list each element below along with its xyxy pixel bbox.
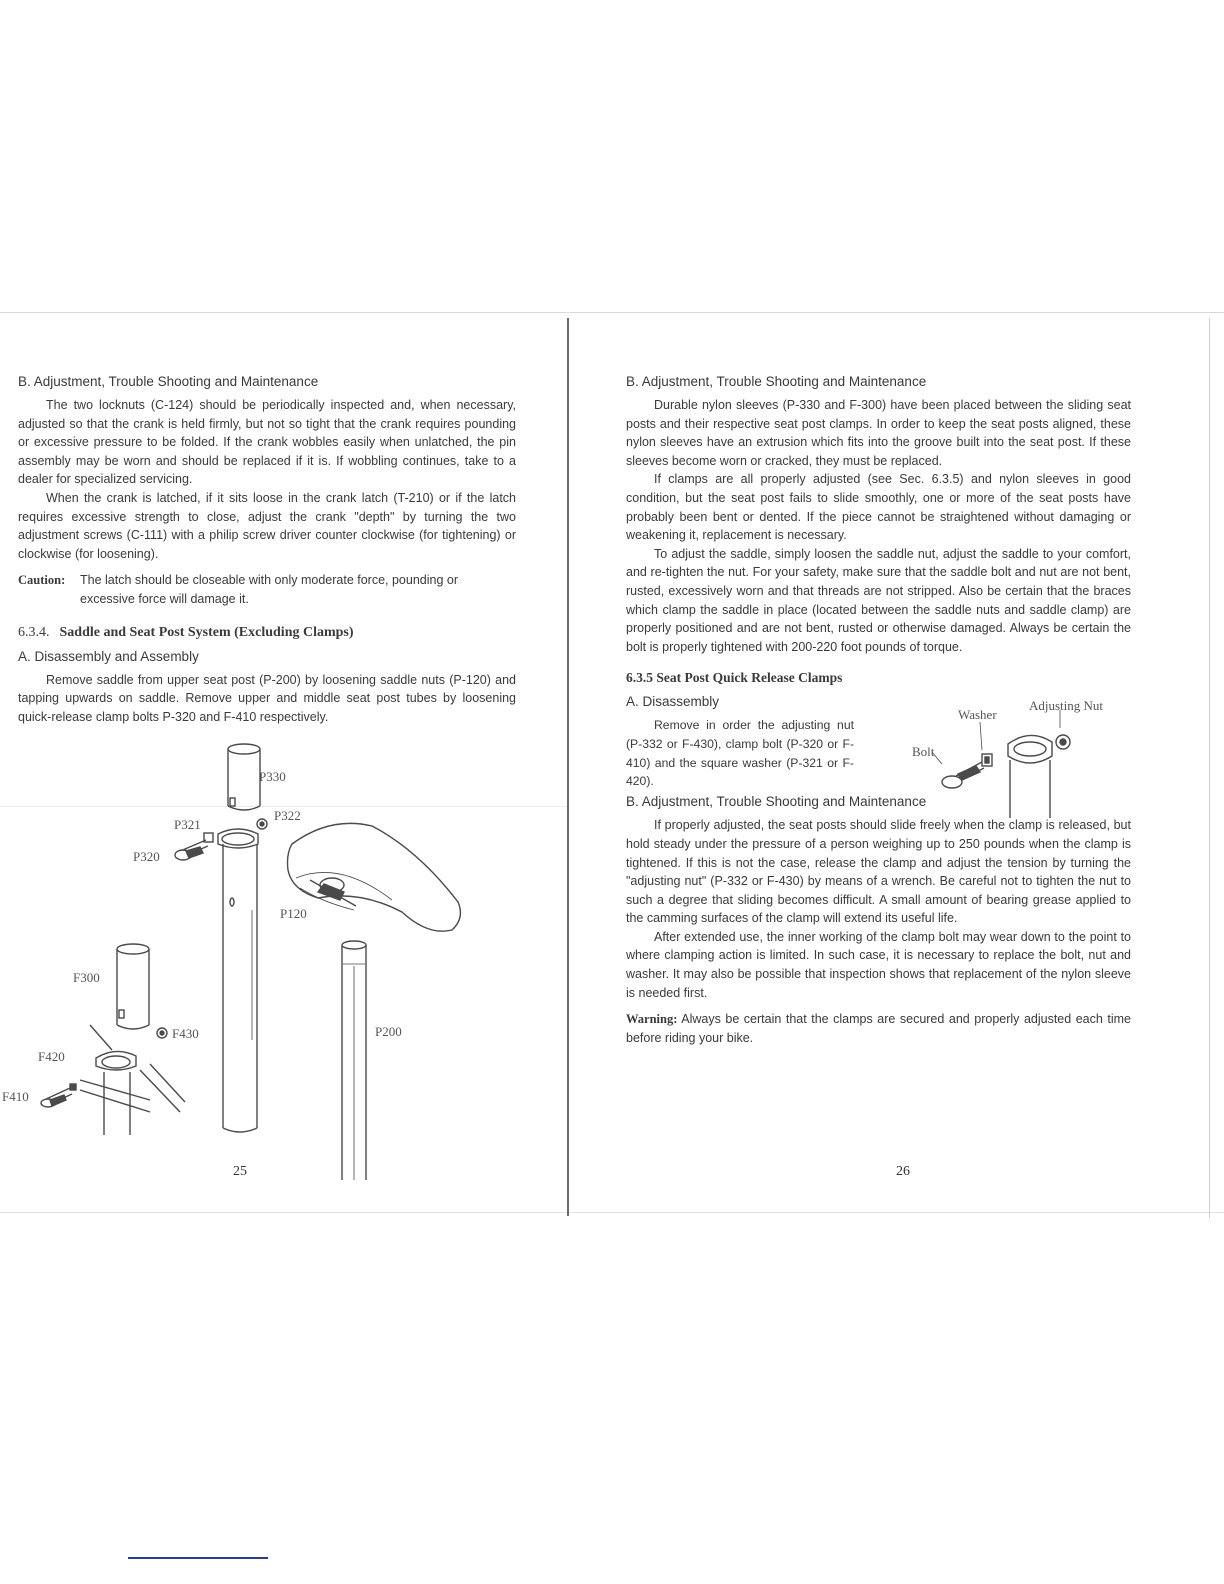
adjusting-nut-drawing: [1056, 735, 1070, 749]
right-heading-b: B. Adjustment, Trouble Shooting and Maintenance: [626, 374, 927, 389]
section-title-text: Saddle and Seat Post System (Excluding Clamps): [59, 624, 354, 640]
page-number-left: 25: [233, 1164, 247, 1179]
caution-label: Caution:: [18, 573, 66, 588]
clamp-text-column: [626, 668, 854, 790]
upper-seat-post-drawing: [342, 941, 366, 1180]
p330-sleeve-drawing: [228, 744, 260, 810]
f430-nut-drawing: [157, 1028, 167, 1038]
label-f410: F410: [2, 1089, 29, 1104]
page-number-right: 26: [896, 1164, 910, 1179]
right-para-disassembly: Remove in order the adjusting nut (P-332 or F-430), clamp bolt (P-320 or F-410) and the square washer (P-321 or F-420).: [626, 718, 854, 789]
caution-text: The latch should be closeable with only moderate force, pounding or excessive force will damage it.: [80, 573, 459, 606]
label-f420: F420: [38, 1049, 65, 1064]
warning-note: [626, 1010, 1131, 1047]
label-f430: F430: [172, 1026, 199, 1041]
label-f300: F300: [73, 970, 100, 985]
left-page: [18, 372, 516, 726]
right-sub-a-heading: A. Disassembly: [626, 694, 720, 710]
label-bolt: Bolt: [912, 744, 935, 759]
scan-edge-bottom: [0, 1212, 1224, 1213]
section-6-3-4-title: [18, 623, 516, 643]
p322-nut-drawing: [257, 819, 267, 829]
right-heading-b2: B. Adjustment, Trouble Shooting and Maintenance: [626, 794, 927, 810]
warning-label: Warning:: [626, 1012, 678, 1027]
f300-sleeve-drawing: [117, 944, 149, 1029]
scan-edge-top: [0, 312, 1224, 313]
seat-post-exploded-diagram: [0, 740, 567, 1180]
clamp-ring-drawing: [1008, 735, 1052, 818]
label-p200: P200: [375, 1024, 402, 1039]
washer-drawing: [982, 754, 992, 766]
label-washer: Washer: [958, 707, 997, 722]
middle-seat-post-drawing: [218, 829, 258, 1132]
left-sub-a-heading: A. Disassembly and Assembly: [18, 648, 199, 664]
right-para-bent-posts: If clamps are all properly adjusted (see Sec. 6.3.5) and nylon sleeves in good condition, but the seat post fails to slide smoothly, one or more of the seat posts have probably been bent or dented. If the piece cannot be straightened without damaging or weakening it, replacement is necessary.: [626, 472, 1131, 543]
saddle-drawing: [288, 823, 461, 931]
label-adjusting-nut: Adjusting Nut: [1029, 698, 1104, 713]
frame-clamp-drawing: [41, 1025, 185, 1135]
p320-bolt-drawing: [175, 833, 213, 860]
page-right-edge: [1209, 318, 1210, 1218]
left-para-crank-latch: When the crank is latched, if it sits loose in the crank latch (T-210) or if the latch requires excessive strength to close, adjust the crank "depth" by turning the two adjustment screws (C-111) with a philip screw driver counter clockwise (for tightening) or clockwise (for loosening).: [18, 490, 516, 561]
bottom-rule: [128, 1557, 268, 1559]
left-para-locknuts: The two locknuts (C-124) should be periodically inspected and, when necessary, adjusted so that the crank is held firmly, but not so tight that the crank requires pounding or excessive pressure to be folded. If the crank wobbles easily when unlatched, the pin assembly may be worn and should be replaced if it is. If wobbling continues, take to a dealer for specialized servicing.: [18, 398, 516, 487]
left-para-saddle-removal: Remove saddle from upper seat post (P-200) by loosening saddle nuts (P-120) and tapping upwards on saddle. Remove upper and middle seat post tubes by loosening quick-release clamp bolts P-320 and F-410 respectively.: [18, 672, 516, 724]
label-p321: P321: [174, 817, 201, 832]
label-p120: P120: [280, 906, 307, 921]
right-para-extended-use: After extended use, the inner working of the clamp bolt may wear down to the point to where clamping action is limited. In such case, it is necessary to replace the bolt, nut and washer. It may also be possible that inspection shows that replacement of the nylon sleeve is needed first.: [626, 929, 1131, 1000]
right-para-proper-adjustment: If properly adjusted, the seat posts should slide freely when the clamp is released, but hold steady under the pressure of a person weighing up to 250 pounds when the clamp is tightened. If this is not the case, release the clamp and adjust the tension by turning the "adjusting nut" (P-332 or F-430) by means of a wrench. Be careful not to tighten the nut to such a degree that sliding becomes difficult. A small amount of bearing grease applied to the camming surfaces of the clamp will extend its useful life.: [626, 818, 1131, 926]
label-p330: P330: [259, 769, 286, 784]
caution-note: [18, 571, 516, 608]
book-spine: [567, 318, 569, 1216]
section-number: 6.3.4.: [18, 624, 50, 640]
label-p322: P322: [274, 808, 301, 823]
right-para-nylon-sleeves: Durable nylon sleeves (P-330 and F-300) have been placed between the sliding seat posts and their respective seat post clamps. In order to keep the seat posts aligned, these nylon sleeves have an extrusion which fits into the groove built into the seat post. If these sleeves become worn or cracked, they must be replaced.: [626, 398, 1131, 468]
label-p320: P320: [133, 849, 160, 864]
warning-text: Always be certain that the clamps are secured and properly adjusted each time before riding your bike.: [626, 1012, 1131, 1045]
quick-release-clamp-diagram: [920, 700, 1100, 820]
clamp-bolt-drawing: [942, 762, 984, 788]
right-para-adjust-saddle: To adjust the saddle, simply loosen the saddle nut, adjust the saddle to your comfort, and re-tighten the nut. For your safety, make sure that the saddle bolt and nut are not bent, rusted, excessively worn and that threads are not stripped. Also be certain that the braces which clamp the saddle in place (located between the saddle nuts and saddle clamp) are properly positioned and are not bent, rusted or otherwise damaged. Always be certain the bolt is properly tightened with 200-220 foot pounds of torque.: [626, 546, 1131, 654]
left-heading-b: B. Adjustment, Trouble Shooting and Maintenance: [18, 374, 319, 389]
section-6-3-5-title: 6.3.5 Seat Post Quick Release Clamps: [626, 670, 843, 686]
